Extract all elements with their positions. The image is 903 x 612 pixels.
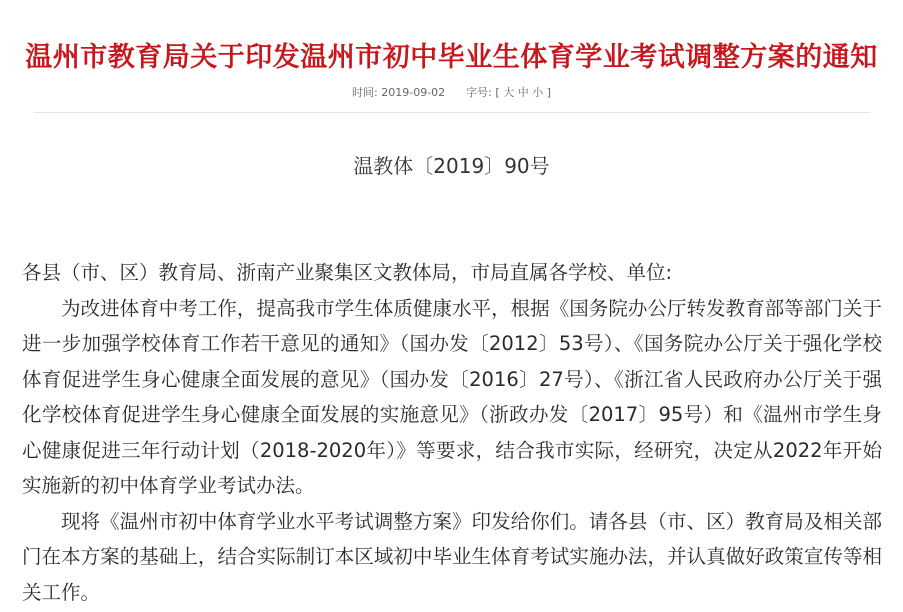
document-number: 温教体〔2019〕90号 (353, 154, 550, 178)
font-size-bracket-close: ] (546, 86, 551, 99)
font-size-medium-link[interactable]: 中 (517, 86, 529, 99)
body-paragraph-2: 现将《温州市初中体育学业水平考试调整方案》印发给你们。请各县（市、区）教育局及相关部门在本方案的基础上，结合实际制订本区域初中毕业生体育考试实施办法，并认真做好政策宣传等相关工作。 (22, 509, 882, 604)
font-size-label: 字号: (466, 86, 492, 99)
time-label: 时间: (352, 86, 378, 99)
font-size-large-link[interactable]: 大 (503, 86, 515, 99)
article-title: 温州市教育局关于印发温州市初中毕业生体育学业考试调整方案的通知 (25, 42, 878, 73)
publish-date: 2019-09-02 (381, 86, 446, 99)
article-body (22, 255, 882, 610)
font-size-small-link[interactable]: 小 (532, 86, 544, 99)
article-meta (0, 84, 903, 100)
body-paragraph-1: 为改进体育中考工作，提高我市学生体质健康水平，根据《国务院办公厅转发教育部等部门关于进一步加强学校体育工作若干意见的通知》（国办发〔2012〕53号）、《国务院办公厅关于强化学校体育促进学生身心健康全面发展的意见》（国办发〔2016〕27号）、《浙江省人民政府办公厅关于强化学校体育促进学生身心健康全面发展的实施意见》（浙政办发〔2017〕95号）和《温州市学生身心健康促进三年行动计划（2018-2020年）》等要求，结合我市实际，经研究，决定从2022年开始实施新的初中体育学业考试办法。 (22, 296, 882, 497)
font-size-bracket-open: [ (495, 86, 500, 99)
salutation: 各县（市、区）教育局、浙南产业聚集区文教体局，市局直属各学校、单位: (22, 261, 673, 284)
header-divider (34, 112, 870, 113)
